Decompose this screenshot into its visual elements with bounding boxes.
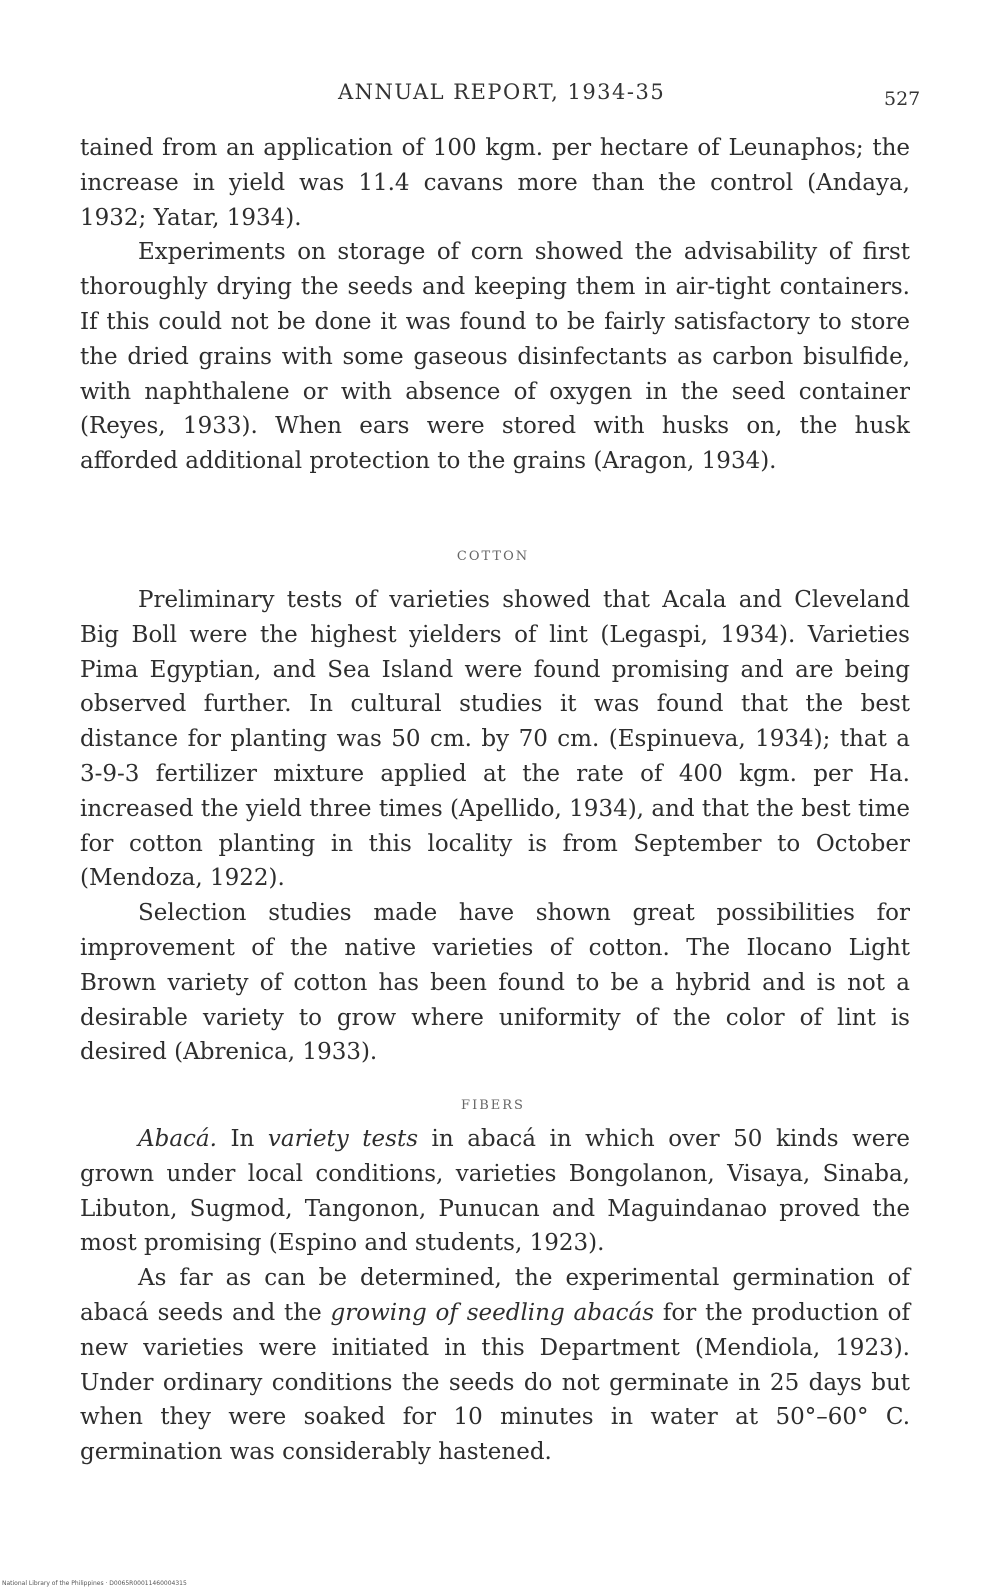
abaca-paragraph (80, 1122, 910, 1261)
variety-tests-term: variety tests (267, 1126, 419, 1152)
corn-paragraph-2: Experiments on storage of corn showed the advisability of first thoroughly drying the seeds and keeping them in air-tight containers. If this could not be done it was found to be fairly satisfactory to store the dried grains with some gaseous disinfectants as carbon bisulfide, with naphthalene or with absence of oxygen in the seed container (Reyes, 1933). When ears were stored with husks on, the husk afforded additional protection to the grains (Aragon, 1934). (80, 239, 910, 475)
abaca-paragraph-text: in abacá in which over 50 kinds were grown under local conditions, varieties Bongolanon, Visaya, Sinaba, Libuton, Sugmod, Tangonon, Punucan and Maguindanao proved the most promising (Espino and students, 1923). (80, 1126, 911, 1257)
germination-text-after: for the production of new varieties were initiated in this Department (Mendiola, 1923). Under ordinary conditions the seeds do not germinate in 25 days but when they were soaked for 10 minutes in water at 50°–60° C. germination was considerably hastened. (80, 1299, 910, 1466)
scan-credit: National Library of the Philippines · D0065R00011460004315 (2, 1580, 187, 1587)
germination-paragraph (80, 1261, 910, 1470)
germination-text-before: As far as can be determined, the experimental germination of abacá seeds and the (80, 1265, 910, 1326)
cotton-paragraph-2: Selection studies made have shown great possibilities for improvement of the native varieties of cotton. The Ilocano Light Brown variety of cotton has been found to be a hybrid and is not a desirable variety to grow where uniformity of the color of lint is desired (Abrenica, 1933). (80, 900, 910, 1066)
abaca-in-word: In (230, 1126, 255, 1152)
corn-section (80, 131, 910, 479)
cotton-paragraph-1: Preliminary tests of varieties showed that Acala and Cleveland Big Boll were the highest yielders of lint (Legaspi, 1934). Varieties Pima Egyptian, and Sea Island were found promising and are being observed further. In cultural studies it was found that the best distance for planting was 50 cm. by 70 cm. (Espinueva, 1934); that a 3-9-3 fertilizer mixture applied at the rate of 400 kgm. per Ha. increased the yield three times (Apellido, 1934), and that the best time for cotton planting in this locality is from September to October (Mendoza, 1922). (80, 587, 910, 892)
fibers-section (80, 1122, 910, 1470)
cotton-heading: COTTON (456, 549, 530, 564)
running-title: ANNUAL REPORT, 1934-35 (338, 80, 666, 104)
seedling-term: growing of seedling abacás (330, 1299, 655, 1326)
fibers-heading: FIBERS (461, 1098, 525, 1113)
corn-paragraph-1: tained from an application of 100 kgm. per hectare of Leunaphos; the increase in yield was 11.4 cavans more than the control (Andaya, 1932; Yatar, 1934). (80, 135, 910, 231)
page-number: 527 (884, 88, 921, 110)
abaca-label: Abacá. (138, 1126, 217, 1152)
cotton-section (80, 583, 910, 1070)
running-head (0, 80, 986, 110)
